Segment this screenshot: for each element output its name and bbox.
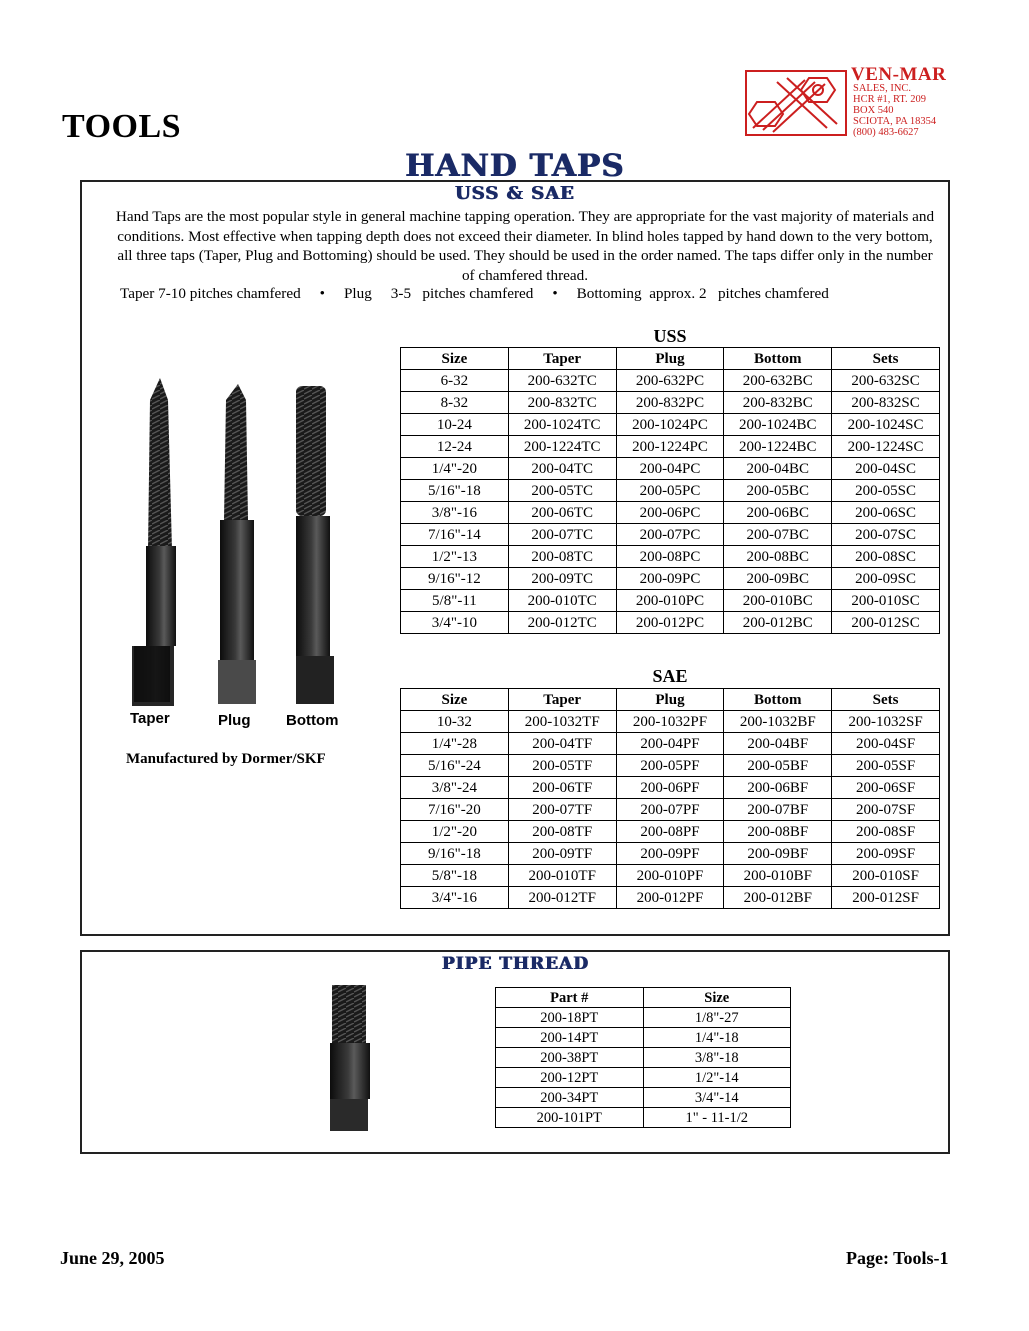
table-row [401,821,940,843]
table-row [401,458,940,480]
table-cell: 200-010PC [616,590,724,612]
table-cell: 200-1224SC [832,436,940,458]
table-row [401,502,940,524]
table-cell: 200-101PT [496,1108,644,1128]
table-cell: 200-14PT [496,1028,644,1048]
table-cell: 1/2"-14 [643,1068,791,1088]
logo-line: (800) 483-6627 [853,127,919,138]
column-header: Taper [508,348,616,370]
table-cell: 200-05TC [508,480,616,502]
column-header: Bottom [724,348,832,370]
table-cell: 200-09BC [724,568,832,590]
table-cell: 1/4"-20 [401,458,509,480]
logo-line: HCR #1, RT. 209 [853,94,926,105]
table-cell: 1/4"-18 [643,1028,791,1048]
table-cell: 200-1224PC [616,436,724,458]
table-cell: 3/4"-14 [643,1088,791,1108]
table-cell: 200-1032SF [832,711,940,733]
table-cell: 200-1032PF [616,711,724,733]
table-cell: 200-1224TC [508,436,616,458]
table-row [401,733,940,755]
table-cell: 200-07PF [616,799,724,821]
table-cell: 200-08PF [616,821,724,843]
table-cell: 200-07SF [832,799,940,821]
table-cell: 3/4"-10 [401,612,509,634]
panel-subtitle: USS & SAE [454,183,575,204]
table-cell: 200-632SC [832,370,940,392]
table-row [401,436,940,458]
table-cell: 200-012SC [832,612,940,634]
table-cell: 7/16"-20 [401,799,509,821]
table-cell: 200-010TC [508,590,616,612]
table-row [401,755,940,777]
table-cell: 200-04BC [724,458,832,480]
table-cell: 3/8"-24 [401,777,509,799]
table-cell: 200-010PF [616,865,724,887]
column-header: Sets [832,689,940,711]
table-cell: 200-1032BF [724,711,832,733]
logo-line: BOX 540 [853,105,894,116]
taps-photo [120,370,380,740]
table-row [401,887,940,909]
table-row [401,414,940,436]
table-cell: 5/16"-24 [401,755,509,777]
table-cell: 200-012TC [508,612,616,634]
table-cell: 200-09SF [832,843,940,865]
logo-line: SCIOTA, PA 18354 [853,116,937,127]
table-cell: 5/8"-11 [401,590,509,612]
table-cell: 200-08TF [508,821,616,843]
table-cell: 200-012TF [508,887,616,909]
footer-page-number: Page: Tools-1 [846,1248,949,1268]
column-header: Size [401,689,509,711]
table-cell: 200-010BF [724,865,832,887]
table-cell: 200-632PC [616,370,724,392]
table-cell: 200-832BC [724,392,832,414]
table-cell: 200-06TC [508,502,616,524]
table-cell: 7/16"-14 [401,524,509,546]
pipe-thread-title: PIPE THREAD [441,954,589,974]
table-row [401,799,940,821]
table-cell: 200-012SF [832,887,940,909]
table-cell: 12-24 [401,436,509,458]
table-cell: 200-18PT [496,1008,644,1028]
table-cell: 1/2"-13 [401,546,509,568]
table-row [496,1008,791,1028]
table-cell: 200-632TC [508,370,616,392]
table-cell: 200-04SC [832,458,940,480]
table-cell: 200-05SF [832,755,940,777]
table-cell: 200-010BC [724,590,832,612]
section-title: TOOLS [62,108,182,145]
table-cell: 200-12PT [496,1068,644,1088]
table-row [401,843,940,865]
logo-line: SALES, INC. [853,83,912,94]
table-cell: 200-09TF [508,843,616,865]
table-row [401,546,940,568]
pipe-thread-table [495,987,791,1128]
table-cell: 8-32 [401,392,509,414]
table-header-row [496,988,791,1008]
pipe-tap-image [322,983,380,1133]
table-cell: 200-06PC [616,502,724,524]
table-cell: 200-012BC [724,612,832,634]
table-cell: 200-1024SC [832,414,940,436]
table-cell: 200-07TF [508,799,616,821]
footer-date: June 29, 2005 [60,1248,165,1268]
plug-tap-image [218,384,256,704]
table-cell: 200-07TC [508,524,616,546]
column-header: Plug [616,689,724,711]
table-row [496,1048,791,1068]
chamfer-summary: Taper 7-10 pitches chamfered • Plug 3-5 pitches chamfered • Bottoming approx. 2 pitches chamfered [120,285,829,302]
table-cell: 10-32 [401,711,509,733]
table-cell: 200-06TF [508,777,616,799]
sae-table-title: SAE [652,666,688,686]
table-cell: 3/8"-18 [643,1048,791,1068]
bottom-label: Bottom [286,712,339,729]
column-header: Size [643,988,791,1008]
table-cell: 200-632BC [724,370,832,392]
table-row [401,370,940,392]
table-cell: 200-832TC [508,392,616,414]
table-cell: 200-04SF [832,733,940,755]
table-cell: 200-04BF [724,733,832,755]
table-cell: 5/16"-18 [401,480,509,502]
table-row [401,777,940,799]
company-logo [745,64,975,140]
column-header: Part # [496,988,644,1008]
table-cell: 200-010SF [832,865,940,887]
table-cell: 200-05SC [832,480,940,502]
table-row [401,568,940,590]
table-cell: 10-24 [401,414,509,436]
table-row [401,612,940,634]
table-cell: 9/16"-18 [401,843,509,865]
table-cell: 1/8"-27 [643,1008,791,1028]
table-cell: 200-832SC [832,392,940,414]
table-cell: 200-1224BC [724,436,832,458]
table-cell: 200-08BC [724,546,832,568]
table-cell: 200-010TF [508,865,616,887]
table-row [496,1088,791,1108]
table-cell: 200-07BC [724,524,832,546]
uss-table [400,347,940,634]
table-row [496,1068,791,1088]
table-cell: 200-04TC [508,458,616,480]
table-cell: 3/4"-16 [401,887,509,909]
table-cell: 200-09PC [616,568,724,590]
table-row [401,392,940,414]
table-cell: 200-08BF [724,821,832,843]
table-cell: 200-07BF [724,799,832,821]
table-row [401,590,940,612]
table-header-row [401,348,940,370]
table-cell: 200-08PC [616,546,724,568]
table-cell: 200-05PC [616,480,724,502]
logo-name: VEN-MAR [851,64,947,85]
table-cell: 200-06BF [724,777,832,799]
table-cell: 200-05BC [724,480,832,502]
table-cell: 200-04PF [616,733,724,755]
manufacturer-note: Manufactured by Dormer/SKF [126,751,326,767]
table-row [401,480,940,502]
column-header: Sets [832,348,940,370]
table-cell: 200-38PT [496,1048,644,1068]
table-cell: 200-08TC [508,546,616,568]
column-header: Taper [508,689,616,711]
table-cell: 200-08SF [832,821,940,843]
sae-table [400,688,940,909]
table-cell: 200-012PF [616,887,724,909]
table-cell: 1" - 11-1/2 [643,1108,791,1128]
table-row [401,524,940,546]
table-cell: 200-1024BC [724,414,832,436]
table-cell: 200-05TF [508,755,616,777]
table-cell: 200-04PC [616,458,724,480]
plug-label: Plug [218,712,251,729]
table-cell: 200-05BF [724,755,832,777]
column-header: Bottom [724,689,832,711]
table-cell: 3/8"-16 [401,502,509,524]
table-row [401,865,940,887]
table-cell: 6-32 [401,370,509,392]
table-cell: 200-08SC [832,546,940,568]
table-cell: 200-07PC [616,524,724,546]
bottom-tap-image [296,386,334,704]
table-row [496,1108,791,1128]
table-cell: 200-09TC [508,568,616,590]
table-cell: 200-06PF [616,777,724,799]
table-cell: 5/8"-18 [401,865,509,887]
table-cell: 200-832PC [616,392,724,414]
table-cell: 200-34PT [496,1088,644,1108]
taper-tap-image [132,378,176,706]
taper-label: Taper [130,710,170,727]
intro-paragraph: Hand Taps are the most popular style in general machine tapping operation. They are appropriate for the vast majority of materials and conditions. Most effective when tapping depth does not exceed their diameter. In blind holes tapped by hand down to the very bottom, all three taps (Taper, Plug and Bottoming) should be used. They should be used in the order named. The taps differ only in the number of chamfered thread. [115,208,935,284]
table-row [496,1028,791,1048]
uss-table-title: USS [653,326,687,346]
table-cell: 1/2"-20 [401,821,509,843]
table-cell: 200-010SC [832,590,940,612]
table-cell: 200-012PC [616,612,724,634]
table-cell: 200-06BC [724,502,832,524]
column-header: Plug [616,348,724,370]
table-cell: 200-012BF [724,887,832,909]
table-row [401,711,940,733]
table-cell: 1/4"-28 [401,733,509,755]
table-cell: 9/16"-12 [401,568,509,590]
logo-mark [745,70,847,136]
table-cell: 200-04TF [508,733,616,755]
table-cell: 200-09SC [832,568,940,590]
column-header: Size [401,348,509,370]
table-header-row [401,689,940,711]
table-cell: 200-1024TC [508,414,616,436]
table-cell: 200-07SC [832,524,940,546]
table-cell: 200-05PF [616,755,724,777]
table-cell: 200-1024PC [616,414,724,436]
table-cell: 200-09PF [616,843,724,865]
table-cell: 200-06SF [832,777,940,799]
table-cell: 200-1032TF [508,711,616,733]
table-cell: 200-06SC [832,502,940,524]
table-cell: 200-09BF [724,843,832,865]
page-title: HAND TAPS [404,148,625,184]
